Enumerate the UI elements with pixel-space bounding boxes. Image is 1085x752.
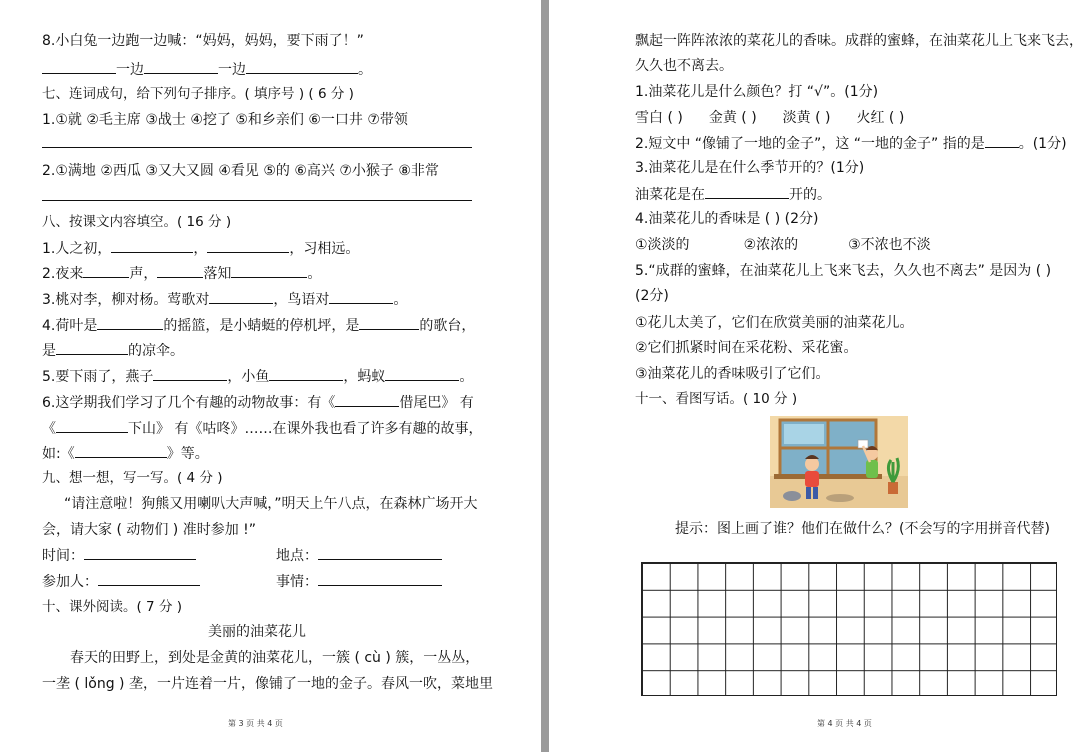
question-8: 8.小白兔一边跑一边喊：“妈妈，妈妈，要下雨了！” bbox=[42, 33, 364, 49]
blank[interactable] bbox=[385, 367, 459, 381]
field-event: 事情： bbox=[276, 572, 442, 591]
story-paragraph-3: 飘起一阵阵浓浓的菜花儿的香味。成群的蜜蜂，在油菜花儿上飞来飞去， bbox=[635, 33, 1083, 49]
blank[interactable] bbox=[359, 316, 419, 330]
section-8-q1: 1.人之初， ， ，习相远。 bbox=[42, 241, 360, 257]
reading-q5-option-2[interactable]: ②它们抓紧时间在采花粉、采花蜜。 bbox=[635, 340, 858, 356]
reading-q5-option-3[interactable]: ③油菜花儿的香味吸引了它们。 bbox=[635, 366, 830, 382]
option-golden[interactable]: 金黄 ( ) bbox=[708, 110, 757, 126]
section-8-q6-cont: 《 下山》 有《咕咚》……在课外我也看了许多有趣的故事， bbox=[42, 421, 483, 437]
section-11-title: 十一、看图写话。( 10 分 ) bbox=[635, 391, 798, 407]
blank[interactable] bbox=[246, 60, 358, 74]
place-blank[interactable] bbox=[318, 546, 442, 560]
blank[interactable] bbox=[144, 60, 218, 74]
blank[interactable] bbox=[42, 60, 116, 74]
blank[interactable] bbox=[231, 264, 307, 278]
blank[interactable] bbox=[56, 341, 128, 355]
option-fire-red[interactable]: 火红 ( ) bbox=[856, 110, 905, 126]
section-7-q1: 1.①就 ②毛主席 ③战士 ④挖了 ⑤和乡亲们 ⑥一口井 ⑦带领 bbox=[42, 112, 408, 128]
option-light[interactable]: ①淡淡的 bbox=[635, 237, 690, 253]
section-8-q6: 6.这学期我们学习了几个有趣的动物故事：有《 借尾巴》 有 bbox=[42, 395, 474, 411]
section-7-title: 七、连词成句，给下列句子排序。( 填序号 ) ( 6 分 ) bbox=[42, 86, 354, 102]
reading-q1: 1.油菜花儿是什么颜色？打 “√”。(1分) bbox=[635, 84, 879, 100]
writing-prompt: 提示：图上画了谁？他们在做什么？(不会写的字用拼音代替) bbox=[675, 521, 1050, 537]
answer-line[interactable] bbox=[42, 147, 472, 148]
option-snow-white[interactable]: 雪白 ( ) bbox=[635, 110, 683, 126]
reading-q5: 5.“成群的蜜蜂，在油菜花儿上飞来飞去，久久也不离去” 是因为 ( ) bbox=[635, 263, 1052, 279]
page-divider bbox=[541, 0, 549, 752]
section-8-q3: 3.桃对李，柳对杨。莺歌对 ，鸟语对 。 bbox=[42, 292, 408, 308]
writing-grid[interactable] bbox=[641, 562, 1057, 696]
reading-q4: 4.油菜花儿的香味是 ( ) (2分) bbox=[635, 211, 819, 227]
section-8-q6-cont2: 如:《 》等。 bbox=[42, 446, 209, 462]
blank[interactable] bbox=[269, 367, 343, 381]
reading-q4-options bbox=[635, 236, 931, 254]
reading-q2: 2.短文中 “像铺了一地的金子”，这 “一地的金子” 指的是 。(1分) bbox=[635, 136, 1067, 152]
blank[interactable] bbox=[705, 185, 789, 199]
option-strong[interactable]: ②浓浓的 bbox=[743, 237, 799, 253]
section-7-q2: 2.①满地 ②西瓜 ③又大又圆 ④看见 ⑤的 ⑥高兴 ⑦小猴子 ⑧非常 bbox=[42, 163, 439, 179]
section-8-q2: 2.夜来 声， 落知 。 bbox=[42, 266, 322, 282]
story-paragraph-2: 一垄 ( lǒng ) 垄，一片连着一片，像铺了一地的金子。春风一吹，菜地里 bbox=[42, 676, 493, 692]
page-footer: 第 3 页 共 4 页 bbox=[228, 719, 283, 728]
reading-q1-options bbox=[635, 109, 904, 127]
reading-q5-score: (2分) bbox=[635, 288, 669, 304]
story-title: 美丽的油菜花儿 bbox=[208, 624, 306, 640]
section-9-passage-2: 会，请大家 ( 动物们 ) 准时参加 !” bbox=[42, 522, 257, 538]
reading-q5-option-1[interactable]: ①花儿太美了，它们在欣赏美丽的油菜花儿。 bbox=[635, 315, 914, 331]
section-8-title: 八、按课文内容填空。( 16 分 ) bbox=[42, 214, 232, 230]
blank[interactable] bbox=[83, 264, 129, 278]
blank[interactable] bbox=[207, 239, 289, 253]
answer-line[interactable] bbox=[42, 200, 472, 201]
field-people: 参加人： bbox=[42, 572, 200, 591]
section-10-title: 十、课外阅读。( 7 分 ) bbox=[42, 599, 182, 615]
blank[interactable] bbox=[209, 290, 273, 304]
option-light-yellow[interactable]: 淡黄 ( ) bbox=[782, 110, 831, 126]
story-paragraph-4: 久久也不离去。 bbox=[635, 58, 733, 74]
people-blank[interactable] bbox=[98, 572, 200, 586]
field-place: 地点： bbox=[276, 546, 442, 565]
exam-page-4 bbox=[549, 0, 1085, 752]
kids-cleaning-window-illustration bbox=[770, 416, 908, 508]
section-9-title: 九、想一想，写一写。( 4 分 ) bbox=[42, 470, 223, 486]
blank[interactable] bbox=[335, 393, 399, 407]
blank[interactable] bbox=[985, 134, 1019, 148]
option-neither[interactable]: ③不浓也不淡 bbox=[848, 237, 931, 253]
reading-q3-answer: 油菜花是在 开的。 bbox=[635, 187, 831, 203]
blank[interactable] bbox=[75, 444, 167, 458]
blank[interactable] bbox=[329, 290, 393, 304]
question-8-blanks: 一边 一边 。 bbox=[42, 60, 372, 79]
section-8-q4: 4.荷叶是 的摇篮，是小蜻蜓的停机坪，是 的歌台， bbox=[42, 318, 476, 334]
time-blank[interactable] bbox=[84, 546, 196, 560]
field-time: 时间： bbox=[42, 546, 196, 565]
blank[interactable] bbox=[111, 239, 193, 253]
exam-page-3 bbox=[0, 0, 541, 752]
blank[interactable] bbox=[56, 419, 128, 433]
reading-q3: 3.油菜花儿是在什么季节开的？(1分) bbox=[635, 160, 865, 176]
blank[interactable] bbox=[153, 367, 227, 381]
event-blank[interactable] bbox=[318, 572, 442, 586]
blank[interactable] bbox=[97, 316, 163, 330]
section-9-passage-1: “请注意啦！狗熊又用喇叭大声喊，”明天上午八点，在森林广场开大 bbox=[64, 496, 478, 512]
section-8-q4-cont: 是 的凉伞。 bbox=[42, 343, 184, 359]
blank[interactable] bbox=[157, 264, 203, 278]
story-paragraph-1: 春天的田野上，到处是金黄的油菜花儿，一簇 ( cù ) 簇，一丛丛， bbox=[70, 650, 480, 666]
section-8-q5: 5.要下雨了，燕子 ，小鱼 ，蚂蚁 。 bbox=[42, 369, 474, 385]
page-footer: 第 4 页 共 4 页 bbox=[817, 719, 872, 728]
